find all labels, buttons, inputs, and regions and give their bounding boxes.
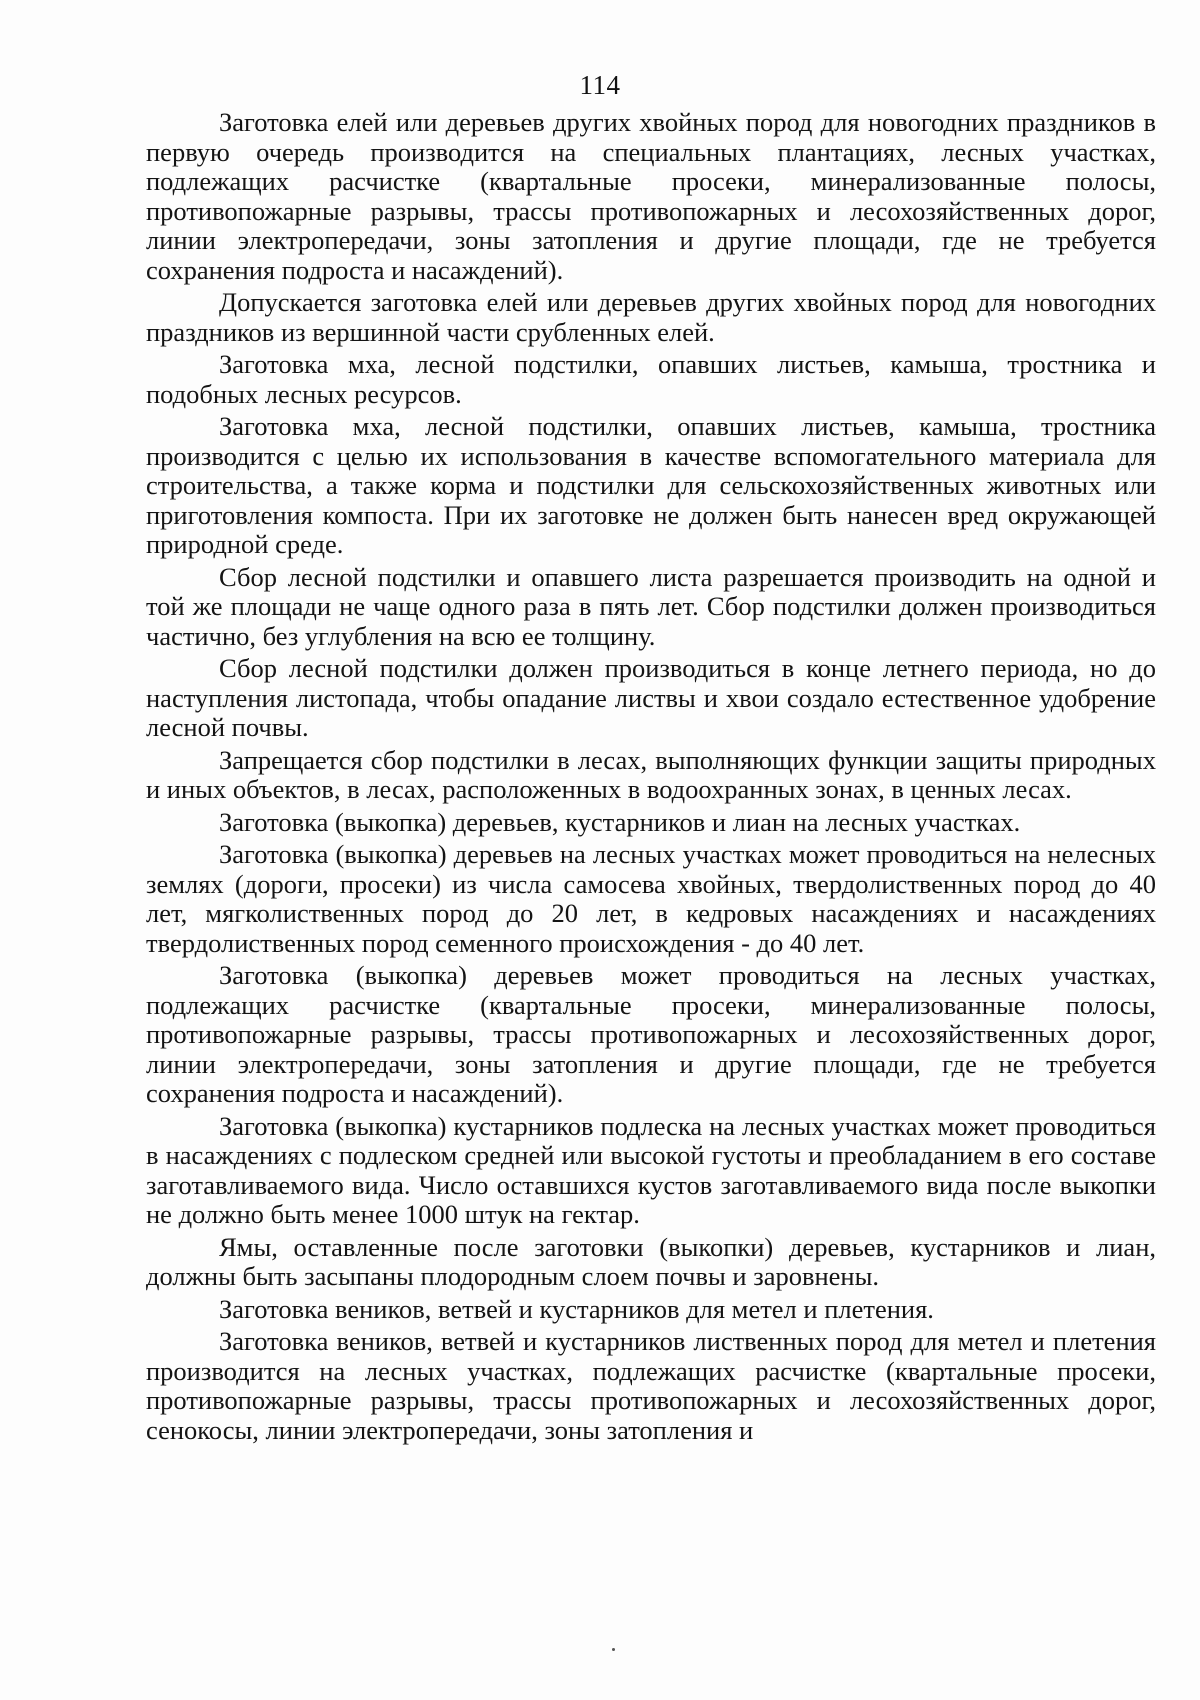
document-body (146, 108, 1156, 1445)
paragraph: Сбор лесной подстилки и опавшего листа разрешается производить на одной и той же площади не чаще одного раза в пять лет. Сбор подстилки должен производиться частично, без углубления на всю ее толщину. (146, 561, 1156, 651)
paragraph: Заготовка мха, лесной подстилки, опавших листьев, камыша, тростника производится с целью их использования в качестве вспомогательного материала для строительства, а также корма и подстилки для сельскохозяйственных животных или приготовления компоста. При их заготовке не должен быть нанесен вред окружающей природной среде. (146, 411, 1156, 559)
paragraph: Заготовка (выкопка) деревьев на лесных участках может проводиться на нелесных землях (дороги, просеки) из числа самосева хвойных, твердолиственных пород до 40 лет, мягколиственных пород до 20 лет, в кедровых насаждениях и насаждениях твердолиственных пород семенного происхождения - до 40 лет. (146, 839, 1156, 958)
paragraph: Заготовка веников, ветвей и кустарников лиственных пород для метел и плетения производится на лесных участках, подлежащих расчистке (квартальные просеки, противопожарные разрывы, трассы противопожарных и лесохозяйственных дорог, сенокосы, линии электропередачи, зоны затопления и (146, 1326, 1156, 1445)
paragraph: Заготовка мха, лесной подстилки, опавших листьев, камыша, тростника и подобных лесных ресурсов. (146, 349, 1156, 409)
paragraph: Заготовка (выкопка) деревьев, кустарников и лиан на лесных участках. (219, 806, 1021, 837)
paragraph: Заготовка елей или деревьев других хвойных пород для новогодних праздников в первую очередь производится на специальных плантациях, лесных участках, подлежащих расчистке (квартальные просеки, минерализованные полосы, противопожарные разрывы, трассы противопожарных и лесохозяйственных дорог, линии электропередачи, зоны затопления и другие площади, где не требуется сохранения подроста и насаждений). (146, 107, 1156, 285)
paragraph: Допускается заготовка елей или деревьев других хвойных пород для новогодних праздников из вершинной части срубленных елей. (146, 287, 1156, 347)
paragraph: Ямы, оставленные после заготовки (выкопки) деревьев, кустарников и лиан, должны быть засыпаны плодородным слоем почвы и заровнены. (146, 1231, 1156, 1291)
paragraph: Заготовка веников, ветвей и кустарников для метел и плетения. (219, 1293, 934, 1324)
paragraph: Заготовка (выкопка) деревьев может проводиться на лесных участках, подлежащих расчистке (квартальные просеки, минерализованные полосы, противопожарные разрывы, трассы противопожарных и лесохозяйственных дорог, линии электропередачи, зоны затопления и другие площади, где не требуется сохранения подроста и насаждений). (146, 960, 1156, 1108)
scan-speck (612, 1648, 615, 1651)
paragraph: Сбор лесной подстилки должен производиться в конце летнего периода, но до наступления листопада, чтобы опадание листвы и хвои создало естественное удобрение лесной почвы. (146, 653, 1156, 742)
paragraph: Заготовка (выкопка) кустарников подлеска на лесных участках может проводиться в насаждениях с подлеском средней или высокой густоты и преобладанием в его составе заготавливаемого вида. Число оставшихся кустов заготавливаемого вида после выкопки не должно быть менее 1000 штук на гектар. (146, 1110, 1156, 1229)
page-number: 114 (579, 70, 621, 100)
paragraph: Запрещается сбор подстилки в лесах, выполняющих функции защиты природных и иных объектов, в лесах, расположенных в водоохранных зонах, в ценных лесах. (146, 744, 1156, 804)
